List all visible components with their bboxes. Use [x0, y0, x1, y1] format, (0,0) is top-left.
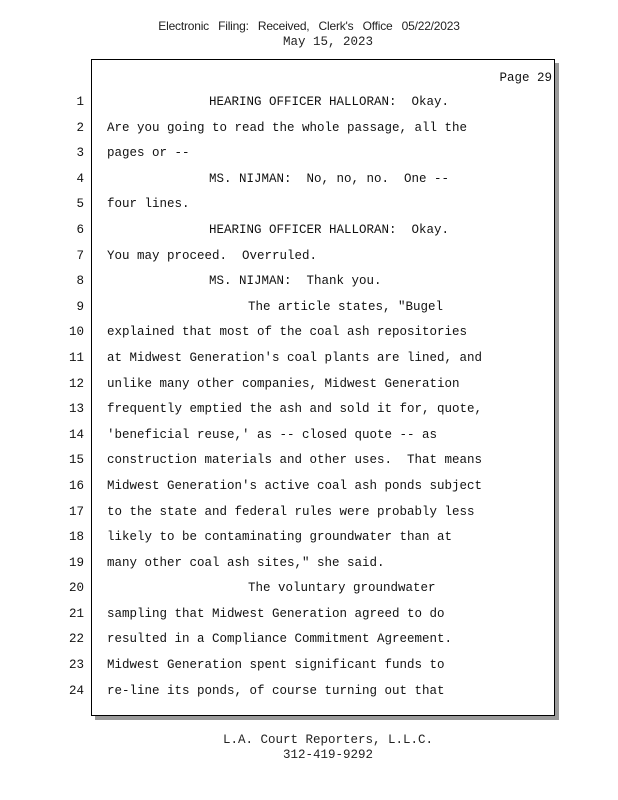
line-number: 11 [68, 350, 84, 365]
line-number: 2 [76, 120, 84, 135]
transcript-line [0, 244, 618, 270]
transcript-line [0, 602, 618, 628]
line-number: 3 [76, 146, 84, 161]
line-text: sampling that Midwest Generation agreed to do [107, 606, 445, 621]
line-text: HEARING OFFICER HALLORAN: Okay. [209, 222, 450, 237]
transcript-line [0, 500, 618, 526]
footer [0, 733, 618, 762]
line-text: MS. NIJMAN: Thank you. [209, 274, 382, 289]
transcript-line [0, 269, 618, 295]
transcript-line [0, 653, 618, 679]
transcript-line [0, 627, 618, 653]
line-number: 6 [76, 222, 84, 237]
line-text: The voluntary groundwater [248, 581, 436, 596]
line-text: to the state and federal rules were probably less [107, 504, 475, 519]
transcript-line [0, 525, 618, 551]
transcript-line [0, 346, 618, 372]
line-number: 19 [68, 555, 84, 570]
line-number: 24 [68, 683, 84, 698]
line-number: 20 [68, 581, 84, 596]
transcript-line [0, 551, 618, 577]
transcript-lines [0, 90, 618, 704]
line-text: pages or -- [107, 146, 190, 161]
transcript-line [0, 320, 618, 346]
page-number: Page 29 [499, 71, 552, 85]
line-number: 16 [68, 478, 84, 493]
line-text: unlike many other companies, Midwest Generation [107, 376, 460, 391]
transcript-line [0, 423, 618, 449]
transcript-line [0, 192, 618, 218]
transcript-line [0, 90, 618, 116]
line-text: The article states, "Bugel [248, 299, 444, 314]
line-number: 9 [76, 299, 84, 314]
line-text: Midwest Generation spent significant funds to [107, 658, 445, 673]
line-text: re-line its ponds, of course turning out that [107, 683, 445, 698]
line-text: HEARING OFFICER HALLORAN: Okay. [209, 95, 450, 109]
line-number: 15 [68, 453, 84, 468]
line-number: 4 [76, 171, 84, 186]
line-number: 23 [68, 658, 84, 673]
line-number: 18 [68, 530, 84, 545]
line-number: 22 [68, 632, 84, 647]
transcript-line [0, 167, 618, 193]
line-text: Are you going to read the whole passage, all the [107, 120, 468, 135]
line-number: 21 [68, 606, 84, 621]
line-number: 1 [76, 95, 84, 109]
line-text: You may proceed. Overruled. [107, 248, 318, 263]
transcript-line [0, 474, 618, 500]
line-text: Midwest Generation's active coal ash ponds subject [107, 478, 483, 493]
transcript-line [0, 218, 618, 244]
line-number: 12 [68, 376, 84, 391]
transcript-line [0, 397, 618, 423]
line-text: many other coal ash sites," she said. [107, 555, 385, 570]
court-reporter-phone: 312-419-9292 [282, 747, 373, 762]
transcript-line [0, 679, 618, 705]
line-text: construction materials and other uses. That means [107, 453, 483, 468]
filing-stamp: Electronic Filing: Received, Clerk's Office 05/22/2023 [158, 19, 460, 33]
line-text: frequently emptied the ash and sold it for, quote, [107, 402, 483, 417]
line-number: 17 [68, 504, 84, 519]
line-text: 'beneficial reuse,' as -- closed quote -- as [107, 427, 438, 442]
line-text: four lines. [107, 197, 190, 212]
line-text: likely to be contaminating groundwater than at [107, 530, 453, 545]
line-number: 8 [76, 274, 84, 289]
line-number: 10 [68, 325, 84, 340]
line-number: 13 [68, 402, 84, 417]
transcript-line [0, 141, 618, 167]
line-text: resulted in a Compliance Commitment Agreement. [107, 632, 453, 647]
court-reporter-name: L.A. Court Reporters, L.L.C. [222, 733, 434, 747]
line-text: MS. NIJMAN: No, no, no. One -- [209, 171, 450, 186]
line-number: 5 [76, 197, 84, 212]
line-number: 14 [68, 427, 84, 442]
transcript-line [0, 295, 618, 321]
transcript-line [0, 372, 618, 398]
transcript-line [0, 448, 618, 474]
line-text: explained that most of the coal ash repositories [107, 325, 468, 340]
line-number: 7 [76, 248, 84, 263]
transcript-date: May 15, 2023 [282, 35, 373, 49]
line-text: at Midwest Generation's coal plants are lined, and [107, 350, 483, 365]
transcript-line [0, 576, 618, 602]
transcript-line [0, 116, 618, 142]
